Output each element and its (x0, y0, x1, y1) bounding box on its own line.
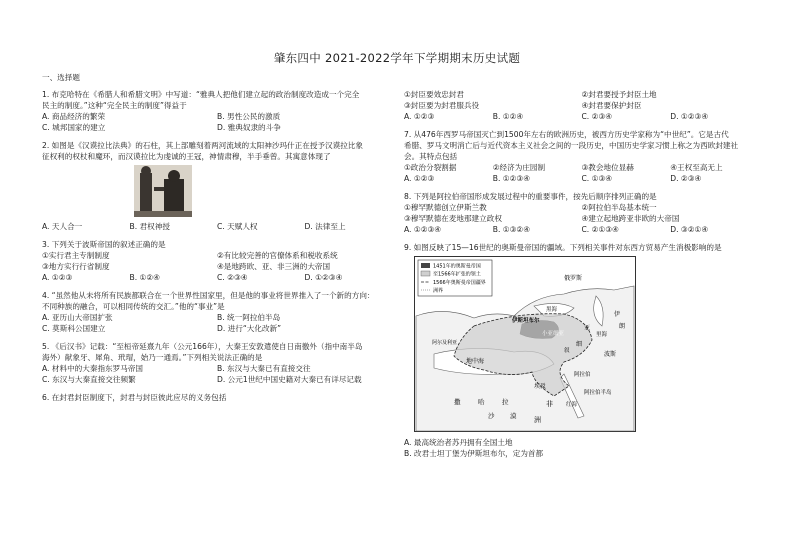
option-a[interactable]: A. ①②③ (404, 174, 435, 183)
question-stem-line: 海外）献象牙、犀角、玳瑁，始乃一通焉。”下列相关说法正确的是 (42, 353, 263, 362)
map-label: 波斯 (604, 351, 617, 358)
statement-item: ④建立起地跨亚非欧的大帝国 (581, 214, 680, 223)
option-b[interactable]: B. ①②③④ (492, 174, 531, 183)
question-stem-line: 征权利的权杖和魔环，而汉谟拉比为虔诚的王冠，神情肃穆，半手垂曾。其寓意体现了 (42, 152, 331, 161)
map-label: 沙 (488, 412, 495, 420)
option-d[interactable]: D. ②③④ (670, 174, 702, 183)
statement-item: ②封君要授予封臣土地 (581, 90, 657, 99)
question-6 (42, 392, 392, 403)
map-label: 里海 (596, 332, 608, 338)
option-c[interactable]: C. ②①③④ (581, 225, 619, 234)
ottoman-empire-map (414, 256, 636, 432)
map-legend-item: 至1566年扩张的领土 (433, 271, 481, 278)
map-label: 洲 (534, 416, 541, 424)
option-b[interactable]: B. ①③②④ (492, 225, 531, 234)
statement-item: ②经济为庄园制 (492, 163, 546, 172)
option-c[interactable]: C. ①③④ (581, 174, 613, 183)
map-label: 叙 (564, 348, 570, 354)
map-label: 俄罗斯 (564, 275, 583, 282)
option-a[interactable]: A. 亚历山大帝国扩张 (42, 313, 113, 322)
option-b[interactable]: B. 改君士坦丁堡为伊斯坦布尔，定为首都 (404, 449, 544, 458)
map-label: 拉 (502, 398, 509, 406)
option-c[interactable]: C. 东汉与大秦直接交往频繁 (42, 375, 136, 384)
option-d[interactable]: D. 雅典奴隶的斗争 (217, 123, 281, 132)
question-stem-line: 4. “虽然他从未将所有民族都联合在一个世界性国家里，但是他的事业将世界推入了一个新的方向： (42, 291, 375, 300)
question-stem-line: 5. 《后汉书》记载：“至桓帝延熹九年（公元166年），大秦王安敦遣使自日南徼外（指中南半岛 (42, 342, 363, 351)
option-a[interactable]: A. ①②③④ (404, 225, 442, 234)
question-2 (42, 140, 392, 232)
option-c[interactable]: C. 天赋人权 (217, 222, 258, 231)
option-b[interactable]: B. 男性公民的激质 (217, 112, 281, 121)
question-stem-line: 希腊、罗马文明消亡后与近代资本主义社会之间的一段历史，中国历史学家习惯上称之为西欧封建社 (404, 141, 739, 150)
map-label: 亚 (584, 325, 591, 332)
question-8 (404, 191, 759, 235)
option-a[interactable]: A. ①②③ (404, 112, 435, 121)
option-b[interactable]: B. ①②④ (492, 112, 524, 121)
option-b[interactable]: B. 东汉与大秦已有直接交往 (217, 364, 311, 373)
right-column (404, 89, 759, 466)
option-d[interactable]: D. 公元1世纪中国史籍对大秦已有详尽记载 (217, 375, 362, 384)
map-label: 伊 (614, 311, 621, 318)
map-label: 朗 (619, 323, 626, 330)
map-legend-item: 1566年奥斯曼帝国疆界 (433, 280, 486, 286)
question-9 (404, 242, 759, 459)
question-stem-line: 不同种族的融合，可以相同传统的交汇。”他的“事业”是 (42, 302, 225, 311)
question-7 (404, 129, 759, 184)
option-d[interactable]: D. ①②③④ (670, 112, 709, 121)
option-c[interactable]: C. 莫斯科公国建立 (42, 324, 106, 333)
map-legend-item: 洲界 (433, 288, 444, 294)
option-c[interactable]: C. ②③④ (581, 112, 613, 121)
statement-item: ②阿拉伯半岛基本统一 (581, 203, 657, 212)
statement-item: ①政治分裂割据 (404, 163, 457, 172)
question-stem-line: 民主的制度。”这种“完全民主的制度”得益于 (42, 101, 187, 110)
option-d[interactable]: D. ③②①④ (670, 225, 709, 234)
option-c[interactable]: C. 城邦国家的建立 (42, 123, 106, 132)
page-title: 肇东四中 2021-2022学年下学期期末历史试题 (273, 51, 521, 65)
hammurabi-stele-image (134, 165, 192, 217)
option-d[interactable]: D. 法律至上 (304, 222, 346, 231)
statement-item: ①穆罕默德创立伊斯兰教 (404, 203, 487, 212)
section-heading: 一、选择题 (42, 73, 80, 82)
map-label: 非 (546, 400, 553, 408)
option-b[interactable]: B. 君权神授 (129, 222, 170, 231)
map-label: 黑海 (546, 307, 558, 313)
question-5 (42, 341, 392, 385)
option-a[interactable]: A. ①②③ (42, 273, 73, 282)
left-column (42, 72, 392, 410)
option-d[interactable]: D. ①②③④ (304, 273, 343, 282)
statement-item: ②有比较完善的官僚体系和税收系统 (217, 251, 338, 260)
question-4 (42, 290, 392, 334)
question-stem-line: 9. 如图反映了15—16世纪的奥斯曼帝国的疆域。下列相关事件对东西方贸易产生消极影响的是 (404, 243, 722, 252)
question-stem-line: 会。其特点包括 (404, 152, 458, 161)
statement-item: ③封臣要为封君服兵役 (404, 101, 480, 110)
question-6-continued (404, 89, 759, 122)
question-3 (42, 239, 392, 283)
question-stem-line: 7. 从476年西罗马帝国灭亡到1500年左右的欧洲历史，被西方历史学家称为“中世纪”。它是古代 (404, 130, 729, 139)
option-a[interactable]: A. 天人合一 (42, 222, 83, 231)
question-stem-line: 8. 下列是阿拉伯帝国形成发展过程中的重要事件，按先后顺序排列正确的是 (404, 192, 657, 201)
option-b[interactable]: B. ①②④ (129, 273, 160, 282)
statement-item: ④是地跨欧、亚、非三洲的大帝国 (217, 262, 331, 271)
option-c[interactable]: C. ②③④ (217, 273, 248, 282)
map-label: 红海 (566, 402, 578, 408)
question-stem-line: 6. 在封君封臣制度下，封君与封臣彼此应尽的义务包括 (42, 393, 227, 402)
map-label: 阿拉伯半岛 (584, 390, 612, 396)
statement-item: ③教会地位显赫 (581, 163, 634, 172)
question-stem-line: 2. 如图是《汉谟拉比法典》的石柱，其上部雕刻着两河流域的太阳神沙玛什正在授予汉谟拉比象 (42, 141, 363, 150)
map-label: 伊斯坦布尔 (512, 318, 540, 324)
map-label: 撒 (454, 398, 461, 406)
option-a[interactable]: A. 商品经济的繁荣 (42, 112, 106, 121)
map-legend-item: 1451年的奥斯曼帝国 (433, 263, 481, 270)
statement-item: ①实行君主专制制度 (42, 251, 110, 260)
statement-item: ③穆罕默德在麦地那建立政权 (404, 214, 502, 223)
map-label: 哈 (478, 398, 485, 406)
map-label: 阿拉伯 (574, 372, 591, 378)
statement-item: ④封君要保护封臣 (581, 101, 642, 110)
statement-item: ①封臣要效忠封君 (404, 90, 464, 99)
option-b[interactable]: B. 统一阿拉伯半岛 (217, 313, 281, 322)
question-stem-line: 3. 下列关于波斯帝国的叙述正确的是 (42, 240, 166, 249)
question-stem-line: 1. 布克哈特在《希腊人和希腊文明》中写道：“雅典人把他们建立起的政治制度改造成一个完全 (42, 90, 360, 99)
question-1 (42, 89, 392, 133)
map-label: 地中海 (466, 358, 485, 365)
statement-item: ④王权至高无上 (670, 163, 723, 172)
option-d[interactable]: D. 进行“大化改新” (217, 324, 282, 333)
statement-item: ③地方实行行省制度 (42, 262, 110, 271)
map-label: 埃及 (534, 383, 547, 390)
map-label: 细 (576, 341, 583, 348)
map-label: 漠 (510, 412, 517, 420)
map-label: 阿尔及利亚 (432, 340, 458, 346)
map-label: 小亚细亚 (542, 331, 565, 337)
option-a[interactable]: A. 材料中的大秦指东罗马帝国 (42, 364, 144, 373)
option-a[interactable]: A. 最高统治者苏丹拥有全国土地 (404, 438, 513, 447)
